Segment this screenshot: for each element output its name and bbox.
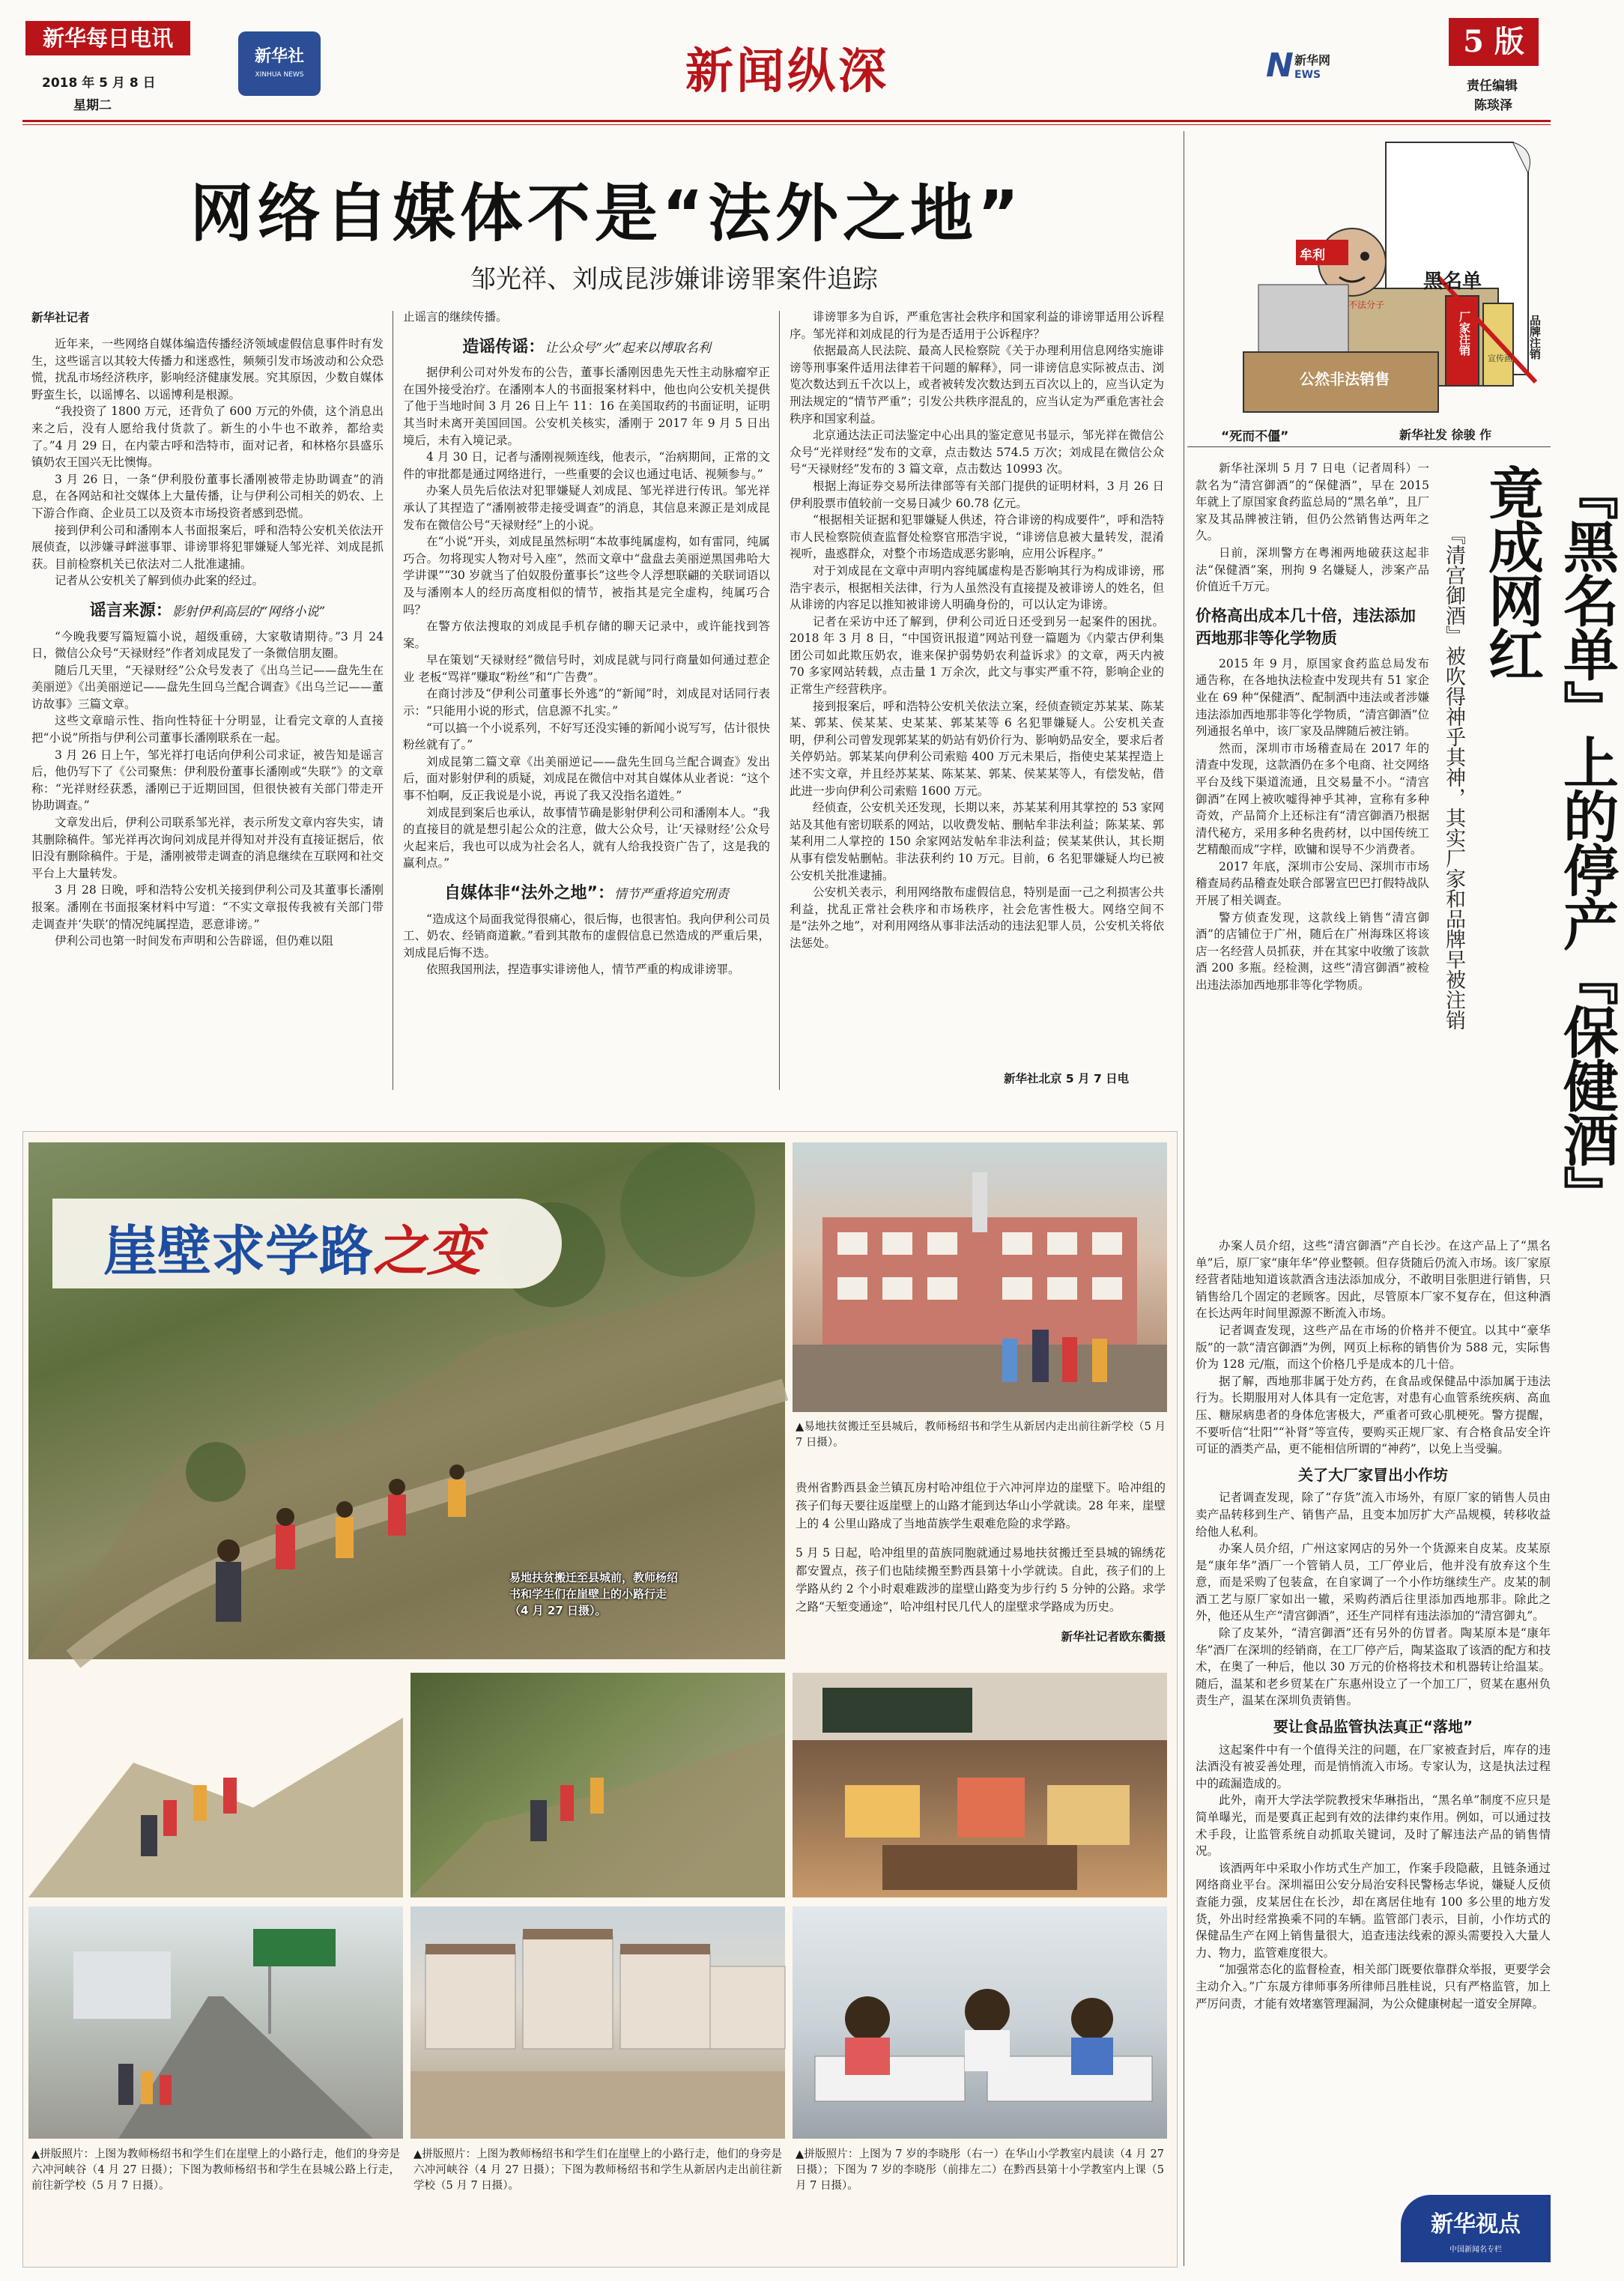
photo-credit: 新华社记者欧东衢摄 (1061, 1629, 1166, 1644)
paragraph: 北京通达法正司法鉴定中心出具的鉴定意见书显示，邹光祥在微信公众号“光祥财经”发布的文章，点击数达 574.5 万次；刘成昆在微信公众号“天禄财经”发布的 3 篇文章，点击数达 10993 次。 (790, 428, 1164, 476)
paragraph: 5 月 5 日起，哈冲组里的苗族同胞就通过易地扶贫搬迁至县城的锦绣花都安置点，孩子们也陆续搬至黔西县第十小学就读。自此，孩子们的上学路从约 2 个小时艰难跋涉的崖壁山路变为步行约 5 分钟的公路。求学之路“天堑变通途”，哈冲组村民几代人的崖壁求学路成为历史。 (796, 1546, 1166, 1614)
right-article-lead (1196, 460, 1429, 1239)
paragraph: 这些文章暗示性、指向性特征十分明显，让看完文章的人直接把“小说”所指与伊利公司董事长潘刚联系在一起。 (31, 714, 384, 745)
caption-right-pair: ▲拼版照片：上图为 7 岁的李晓彤（右一）在华山小学教室内晨读（4 月 27 日摄）；下图为 7 岁的李晓彤（前排左二）在黔西县第十小学教室内上课（5 月 7 日摄）。 (796, 2148, 1164, 2192)
paragraph: “造成这个局面我觉得很痛心，很后悔，也很害怕。我向伊利公司员工、奶农、经销商道歉。”看到其散布的虚假信息已然造成的严重后果，刘成昆后悔不迭。 (403, 912, 770, 960)
cartoon (1199, 127, 1551, 442)
caption-left-pair: ▲拼版照片：上图为教师杨绍书和学生们在崖壁上的小路行走，他们的身旁是六冲河峡谷（4 月 27 日摄）；下图为教师杨绍书和学生在县城公路上行走，前往新学校（5 月 7 日摄）。 (31, 2148, 400, 2192)
xinhua-shidian-badge (1401, 2195, 1551, 2262)
article-column-2 (403, 309, 770, 1088)
paragraph: 记者从公安机关了解到侦办此案的经过。 (55, 574, 264, 588)
paragraph: 记者调查发现，除了“存货”流入市场外，有原厂家的销售人员由卖产品转移到生产、销售产品，且变本加厉扩大产品规模，转移收益给他人私利。 (1196, 1491, 1551, 1539)
big-photo-inset-caption: 易地扶贫搬迁至县城前，教师杨绍书和学生们在崖壁上的小路行走（4 月 27 日摄）。 (509, 1571, 679, 1617)
paragraph: “可以搞一个小说系列，不好写还没实锤的新闻小说写写，估计很快粉丝就有了。” (403, 721, 770, 752)
photo-left-bottom (28, 1906, 403, 2139)
main-headline: 网络自媒体不是“法外之地” (190, 177, 1024, 250)
paragraph: 文章发出后，伊利公司联系邹光祥，表示所发文章内容失实，请其删除稿件。邹光祥再次询问刘成昆并得知对并没有直接证据后，依旧没有删除稿件。于是，潘刚被带走调查的消息继续在互联网和社交平台上大量转发。 (31, 816, 384, 880)
issue-weekday: 星期二 (73, 98, 112, 113)
editor-name: 陈琰泽 (1474, 98, 1512, 113)
paragraph: 警方侦查发现，这款线上销售“清宫御酒”的店铺位于广州，随后在广州海珠区将该店一名经营人员抓获，并在其家中收缴了该款酒 200 多瓶。经检测，这些“清宫御酒”被检出违法添加西地那非等化学物质。 (1196, 910, 1429, 993)
article-column-1 (31, 336, 384, 1085)
paragraph: “根据相关证据和犯罪嫌疑人供述，符合诽谤的构成要件”，呼和浩特市人民检察院侦查监督处检察官邢浩宇说，“诽谤信息被大量转发，混淆视听，蛊惑群众，对整个市场造成恶劣影响，应用公诉程序。” (790, 513, 1164, 561)
paragraph: 办案人员先后依法对犯罪嫌疑人刘成昆、邹光祥进行传讯。邹光祥承认了其捏造了“潘刚被带走接受调查”的消息，其信息来源正是刘成昆发布在微信公号“天禄财经”上的小说。 (403, 484, 770, 532)
paragraph: 此外，南开大学法学院教授宋华琳指出，“黑名单”制度不应只是简单曝光，而是要真正起到有效的法律约束作用。例如，可以通过技术手段，让监管系统自动抓取关键词，及时了解违法产品的销售情况。 (1196, 1793, 1551, 1859)
masthead-rule (22, 120, 1551, 122)
paragraph: 据伊利公司对外发布的公告，董事长潘刚因患先天性主动脉瘤窄正在国外接受治疗。在潘刚本人的书面报案材料中，他也向公安机关提供了他于当地时间 3 月 26 日上午 11：16 在美国取药的书面证明，证明其当时未离开美国回国。公安机关核实，潘刚于 2017 年 9 月 5 日出境后，未有入境记录。 (403, 366, 770, 447)
paragraph: 公安机关表示，利用网络散布虚假信息，特别是面一己之利损害公共利益，扰乱正常社会秩序和市场秩序，社会危害性极大。网络空间不是“法外之地”，对利用网络从事非法活动的违法犯罪人员，公安机关将依法惩处。 (790, 885, 1164, 950)
cartoon-credit: 新华社发 徐骏 作 (1399, 428, 1492, 442)
right-headline-text: 『黑名单』上的停产『保健酒』竟成网红 (1479, 464, 1619, 1220)
right-headline (1474, 464, 1619, 1236)
paragraph: 早在策划“天禄财经”微信号时，刘成昆就与同行商量如何通过惹企业 老板“骂祥”赚取“粉丝”和“广告费”。 (403, 653, 770, 684)
cartoon-illustration (1199, 127, 1551, 442)
cartoon-label-blacklist: 黑名单 (1423, 270, 1482, 293)
page-number: 5 版 (1449, 18, 1539, 66)
xinhua-net-logo: N 新华网 EWS (1266, 46, 1331, 85)
paragraph: 依据最高人民法院、最高人民检察院《关于办理利用信息网络实施诽谤等刑事案件适用法律若干问题的解释》，同一诽谤信息实际被点击、浏览次数达到五千次以上，或者被转发次数达到五百次以上的，应当认定为刑法规定的“情节严重”；引发公共秩序混乱的，应当认定为严重危害社会秩序和国家利益。 (790, 344, 1164, 425)
paragraph: 刘成昆到案后也承认，故事情节确是影射伊利公司和潘刚本人。“我的直接目的就是想引起公众的注意，做大公众号，让‘天禄财经’公众号火起来后，我也可以成为社会名人，就有人给我投资广告了，这是我的赢利点。” (403, 805, 770, 870)
right-subhead-2: 关了大厂家冒出小作坊 (1298, 1465, 1448, 1484)
paragraph: 依照我国刑法，捏造事实诽谤他人，情节严重的构成诽谤罪。 (426, 963, 740, 977)
issue-date: 2018 年 5 月 8 日 (42, 76, 156, 91)
paragraph: 伊利公司也第一时间发布声明和公告辟谣，但仍难以阻 (55, 934, 334, 948)
photo-right-top (793, 1673, 1167, 1897)
editor-label: 责任编辑 (1467, 79, 1518, 94)
right-subhead-1: 价格高出成本几十倍，违法添加西地那非等化学物质 (1196, 606, 1416, 647)
cartoon-label-illegal-sale: 公然非法销售 (1300, 370, 1390, 388)
paragraph: 新华社深圳 5 月 7 日电（记者周科）一款名为“清宫御酒”的“保健酒”，早在 2015 年就上了原国家食药监总局的“黑名单”，且厂家及其品牌被注销，但仍公然销售达两年之久。 (1196, 461, 1429, 543)
paragraph: “今晚我要写篇短篇小说，超级重磅，大家敬请期待。”3 月 24 日，微信公众号“天禄财经”作者刘成昆发了一条微信朋友圈。 (31, 629, 384, 661)
paragraph: “我投资了 1800 万元，还背负了 600 万元的外债，这个消息出来之后，没有人愿给我付货款了。新生的小牛也不敢养，都给卖了。”4 月 29 日，在内蒙古呼和浩特市，面对记者，和林格尔县盛乐镇奶农王国兴无比懊悔。 (31, 405, 384, 470)
paragraph: 然而，深圳市市场稽查局在 2017 年的清查中发现，这款酒仍在多个电商、社交网络平台及线下渠道流通，且交易量不小。“清宫御酒”在网上被吹嘘得神乎其神，宣称有多种奇效，产品简介上还标注有“清宫御酒乃根据清代秘方，采用多种名贵药材，以中国传统工艺精酿而成”字样，欧镛和误导不少消费者。 (1196, 741, 1429, 857)
right-subhead-3: 要让食品监管执法真正“落地” (1273, 1718, 1473, 1736)
paragraph: 刘成昆第二篇文章《出美丽逆记——盘先生回乌兰配合调查》发出后，面对影射伊利的质疑，刘成昆在微信中对其自媒体从业者说：“这个事不怕啊，反正我说是小说，再说了我又没指名道姓。” (403, 754, 770, 803)
paragraph: 3 月 28 日晚，呼和浩特公安机关接到伊利公司及其董事长潘刚报案。潘刚在书面报案材料中写道：“不实文章报传我被有关部门带走调查并‘失联’的情况纯属捏造，恶意诽谤。” (31, 883, 384, 931)
paragraph: 2017 年底，深圳市公安局、深圳市市场稽查局药品稽查处联合部署宣巴巴打假特战队开展了相关调查。 (1196, 859, 1429, 908)
article-column-3 (790, 309, 1164, 1065)
paragraph: 接到报案后，呼和浩特公安机关依法立案，经侦查锁定苏某某、陈某某、郭某、侯某某、史某某、郭某某等 6 名犯罪嫌疑人。公安机关查明，伊利公司曾发现郭某某的奶站有奶价行为、影响奶品安全，要求后者关停奶站。郭某某向伊利公司索赔 400 万元未果后，指使史某某捏造上述不实文章，并且经苏某某、陈某某、郭某、侯某某等人，有偿发帖，借此进一步向伊利公司索赔 1600 万元。 (790, 699, 1164, 798)
paragraph: 3 月 26 日上午，邹光祥打电话向伊利公司求证，被告知是谣言后，他仍写下了《公司聚焦：伊利股份董事长潘刚或“失联”》的文章称：“光祥财经获悉，潘刚已于近期回国，但很快被有关部门带走开协助调查。” (31, 748, 384, 813)
section-title: 新闻纵深 (685, 43, 889, 100)
paragraph: 记者调查发现，这些产品在市场的价格并不便宜。以其中“豪华版”的一款“清宫御酒”为例，网页上标称的销售价为 588 元，实际售价为 128 元/瓶，而这个价格几乎是成本的几十倍。 (1196, 1323, 1551, 1372)
paragraph: 据了解，西地那非属于处方药，在食品或保健品中添加属于违法行为。长期服用对人体具有一定危害，对患有心血管系统疾病、高血压、糖尿病患者的身体危害极大，严重者可致心肌梗死。警方提醒，不要听信“壮阳”“补肾”等宣传，要购买正规厂家、有合格食品安全许可证的酒类产品，更不能相信所谓的“神药”，以免上当受骗。 (1196, 1374, 1551, 1456)
paragraph: 该酒两年中采取小作坊式生产加工，作案手段隐蔽，且链条通过网络商业平台。深圳福田公安分局治安科民警杨志华说，嫌疑人反侦查能力强，皮某居住在长沙，却在离居住地有 100 多公里的地方发货，外出时经常换乘不同的车辆。监管部门表示，目前，小作坊式的保健品生产在网上销售量很大，追查违法线索的源头需要投入大量人力、物力，监管难度很大。 (1196, 1861, 1551, 1960)
paragraph: 在警方依法搜取的刘成昆手机存储的聊天记录中，或许能找到答案。 (403, 620, 770, 650)
badge-sub: 中国新闻名专栏 (1449, 2246, 1502, 2254)
paragraph: 办案人员介绍，这些“清宫御酒”产自长沙。在这产品上了“黑名单”后，原厂家“康年华”停业整顿。但存货随后仍流入市场。该厂家原经营者陆地知道该款酒含违法添加成分，不敢明目张胆进行销售，只销售给几个固定的老顾客。因此，尽管原本厂家不复存在，但这种酒在长达两年时间里源源不断流入市场。 (1196, 1239, 1551, 1321)
subhead-not-lawless: 自媒体非“法外之地”：情节严重将追究刑责 (444, 884, 729, 903)
paragraph: 日前，深圳警方在粤湘两地破获这起非法“保健酒”案，刑拘 9 名嫌疑人，涉案产品价值近千万元。 (1196, 545, 1429, 594)
caption-mid-pair: ▲拼版照片：上图为教师杨绍书和学生们在崖壁上的小路行走，他们的身旁是六冲河峡谷（4 月 27 日摄）；下图为教师杨绍书和学生从新居内走出前往新学校（5 月 7 日摄）。 (413, 2148, 782, 2192)
cartoon-title: “死而不僵” (1221, 429, 1289, 444)
cartoon-label-lawless: 不法分子 (1348, 300, 1385, 310)
photo-mid-bottom (410, 1906, 785, 2139)
paragraph: “加强常态化的监督检查，相关部门既要依靠群众举报，更要学会主动介入。”广东晟方律师事务所律师吕胜桂说，只有严格监管，加上严厉问责，才能有效堵塞管理漏洞，为公众健康树起一道安全屏障。 (1196, 1963, 1551, 2011)
subhead-rumor-source: 谣言来源：影射伊利高层的“网络小说” (89, 601, 326, 620)
paragraph: 在“小说”开头，刘成昆虽然标明“本故事纯属虚构，如有雷同，纯属巧合。勿将现实人物对号入座”，然而文章中“盘盘去美丽逆黑国弗哈大学讲课”“30 岁就当了伯奴股份董事长”这些令人浮想联翩的关联词语以及与潘刚本人的经历高度相似的情节，被指其是完全虚构，纯属巧合吗？ (403, 535, 770, 617)
paragraph: 根据上海证券交易所法律部等有关部门提供的证明材料，3 月 26 日伊利股票市值较前一交易日减少 60.78 亿元。 (790, 479, 1164, 510)
photo-new-school (793, 1142, 1167, 1412)
main-subtitle: 邹光祥、刘成昆涉嫌诽谤罪案件追踪 (470, 264, 878, 294)
photo-mid-top (410, 1673, 785, 1897)
logo-left-text: 新华社 (254, 47, 304, 66)
paragraph: 记者在采访中还了解到，伊利公司近日还受到另一起案件的困扰。2018 年 3 月 8 日，“中国资讯报道”网站刊登一篇题为《内蒙古伊利集团公司如此欺压奶农，谁来保护弱势奶农利益诉求》的文章，两天内被 70 多家网站转载，点击量 1 万余次，此文与事实严重不符，影响企业的正常生产经营秩序。 (790, 614, 1164, 697)
cartoon-label-factory: 厂家注销 (1458, 311, 1471, 356)
subhead-spread: 造谣传谣：让公众号“火”起来以博取名利 (462, 337, 711, 357)
paragraph: 除了皮某外，“清宫御酒”还有另外的仿冒者。陶某原本是“康年华”酒厂在深圳的经销商，在工厂停产后，陶某盗取了该酒的配方和技术，在奥了一种后，他以 30 万元的价格将技术和机器转让给温某。随后，温某和老乡贸某在广东惠州设立了一个加工厂，贸某在惠州负责生产，温某在深圳负责销售。 (1196, 1626, 1551, 1708)
paragraph: 随后几天里，“天禄财经”公众号发表了《出乌兰记——盘先生在美丽逆》《出美丽逆记——盘先生回乌兰配合调查》《出乌兰记——董访故事》三篇文章。 (31, 663, 384, 711)
school-photo-caption: ▲易地扶贫搬迁至县城后，教师杨绍书和学生从新居内走出前往新学校（5 月 7 日摄）。 (796, 1421, 1166, 1449)
paragraph: 3 月 26 日，一条“伊利股份董事长潘刚被带走协助调查”的消息，在各网站和社交媒体上大量传播，让与伊利公司相关的奶农、上下游合作商、企业员工以及资本市场投资者感到恐慌。 (31, 472, 384, 520)
paragraph: 近年来，一些网络自媒体编造传播经济领域虚假信息事件时有发生，这些谣言以其较大传播力和迷惑性，频频引发市场波动和公众恐慌，扰乱市场经济秩序，影响经济健康发展。究其原因，少数自媒体野蛮生长，以谣博名、以谣博利是根源。 (31, 337, 384, 402)
byline: 新华社记者 (31, 311, 90, 324)
cartoon-label-poster: 宣传画 (1488, 354, 1512, 363)
right-side-subtitle-text: 『清宫御酒』被吹得神乎其神，其实厂家和品牌早被注销 (1442, 524, 1465, 1030)
paragraph: 在商讨涉及“伊利公司董事长外逃”的“新闻”时，刘成昆对话同行表示：“只能用小说的形式，信息源不扎实。” (403, 687, 770, 718)
paragraph: 经侦查，公安机关还发现，长期以来，苏某某利用其掌控的 53 家网站及其他有密切联系的网站，以收费发帖、删帖牟非法利益；陈某某、郭某利用二人掌控的 150 余家网站发帖牟非法利益；侯某某供认，其长期从事有偿发帖删帖。非法获利约 10 万元。目前，6 名犯罪嫌疑人均已被公安机关批准逮捕。 (790, 801, 1164, 882)
col2-top: 止谣言的继续传播。 (403, 310, 508, 324)
badge-label: 新华视点 (1431, 2211, 1521, 2238)
paragraph: 这起案件中有一个值得关注的问题，在厂家被查封后，库存的违法酒没有被妥善处理，而是悄悄流入市场。专家认为，这是执法过程中的疏漏造成的。 (1196, 1742, 1551, 1790)
photo-right-bottom (793, 1906, 1167, 2139)
dateline: 新华社北京 5 月 7 日电 (1004, 1072, 1130, 1085)
paragraph: 贵州省黔西县金兰镇瓦房村哈冲组位于六冲河岸边的崖壁下。哈冲组的孩子们每天要往返崖壁上的山路才能到达华山小学就读。28 年来，崖壁上的 4 公里山路成了当地苗族学生艰难危险的求学路。 (796, 1480, 1166, 1530)
cartoon-label-profit: 牟利 (1300, 248, 1325, 263)
photo-left-top (28, 1673, 403, 1897)
masthead-left-title: 新华每日电讯 (25, 21, 190, 55)
photo-feature-text (796, 1467, 1166, 1646)
logo-right-text: 新华网 (1294, 53, 1331, 67)
paragraph: 对于刘成昆在文章中声明内容纯属虚构是否影响其行为构成诽谤，邢浩宇表示，根据相关法律，行为人虽然没有直接提及被诽谤人的姓名，但从诽谤的内容足以推知被诽谤人明确身份的，可以认定为诽谤。 (790, 563, 1164, 612)
paragraph: 2015 年 9 月，原国家食药监总局发布通告称，在各地执法检查中发现共有 51 家企业在 69 种“保健酒”、配制酒中违法或者涉嫌违法添加西地那非等化学物质，“清宫御酒”位列通报名单中，该厂家及品牌随后被注销。 (1196, 656, 1429, 739)
cartoon-label-brand: 品牌注销 (1528, 315, 1542, 360)
right-article-body (1196, 1238, 1551, 2256)
photo-feature-title-text: 崖壁求学路之变 (103, 1219, 482, 1282)
right-side-subtitle (1437, 524, 1470, 1236)
paragraph: 4 月 30 日，记者与潘刚视频连线，他表示，“治病期间，正常的文件的审批都是通过网络进行，一些重要的会议也通过电话、视频参与。” (403, 450, 770, 481)
paragraph: 接到伊利公司和潘刚本人书面报案后，呼和浩特公安机关依法开展侦查，以涉嫌寻衅滋事罪、诽谤罪将犯罪嫌疑人邹光祥、刘成昆抓获。目前检察机关已依法对二人批准逮捕。 (31, 523, 384, 571)
paragraph: 诽谤罪多为自诉，严重危害社会秩序和国家利益的诽谤罪适用公诉程序。邹光祥和刘成昆的行为是否适用于公诉程序？ (790, 310, 1164, 341)
logo-left-sub: XINHUA NEWS (255, 71, 304, 79)
paragraph: 办案人员介绍，广州这家网店的另外一个货源来自皮某。皮某原是“康年华”酒厂一个管销人员，工厂停业后，他并没有放弃这个生意，而是采购了包装盒，在自家调了一个小作坊继续生产。皮某的制酒工艺与原厂家如出一辙，采购药酒后往里添加西地那非。除此之外，他还从生产“清宫御酒”，还生产同样有违法添加的“清宫御丸”。 (1196, 1542, 1551, 1623)
